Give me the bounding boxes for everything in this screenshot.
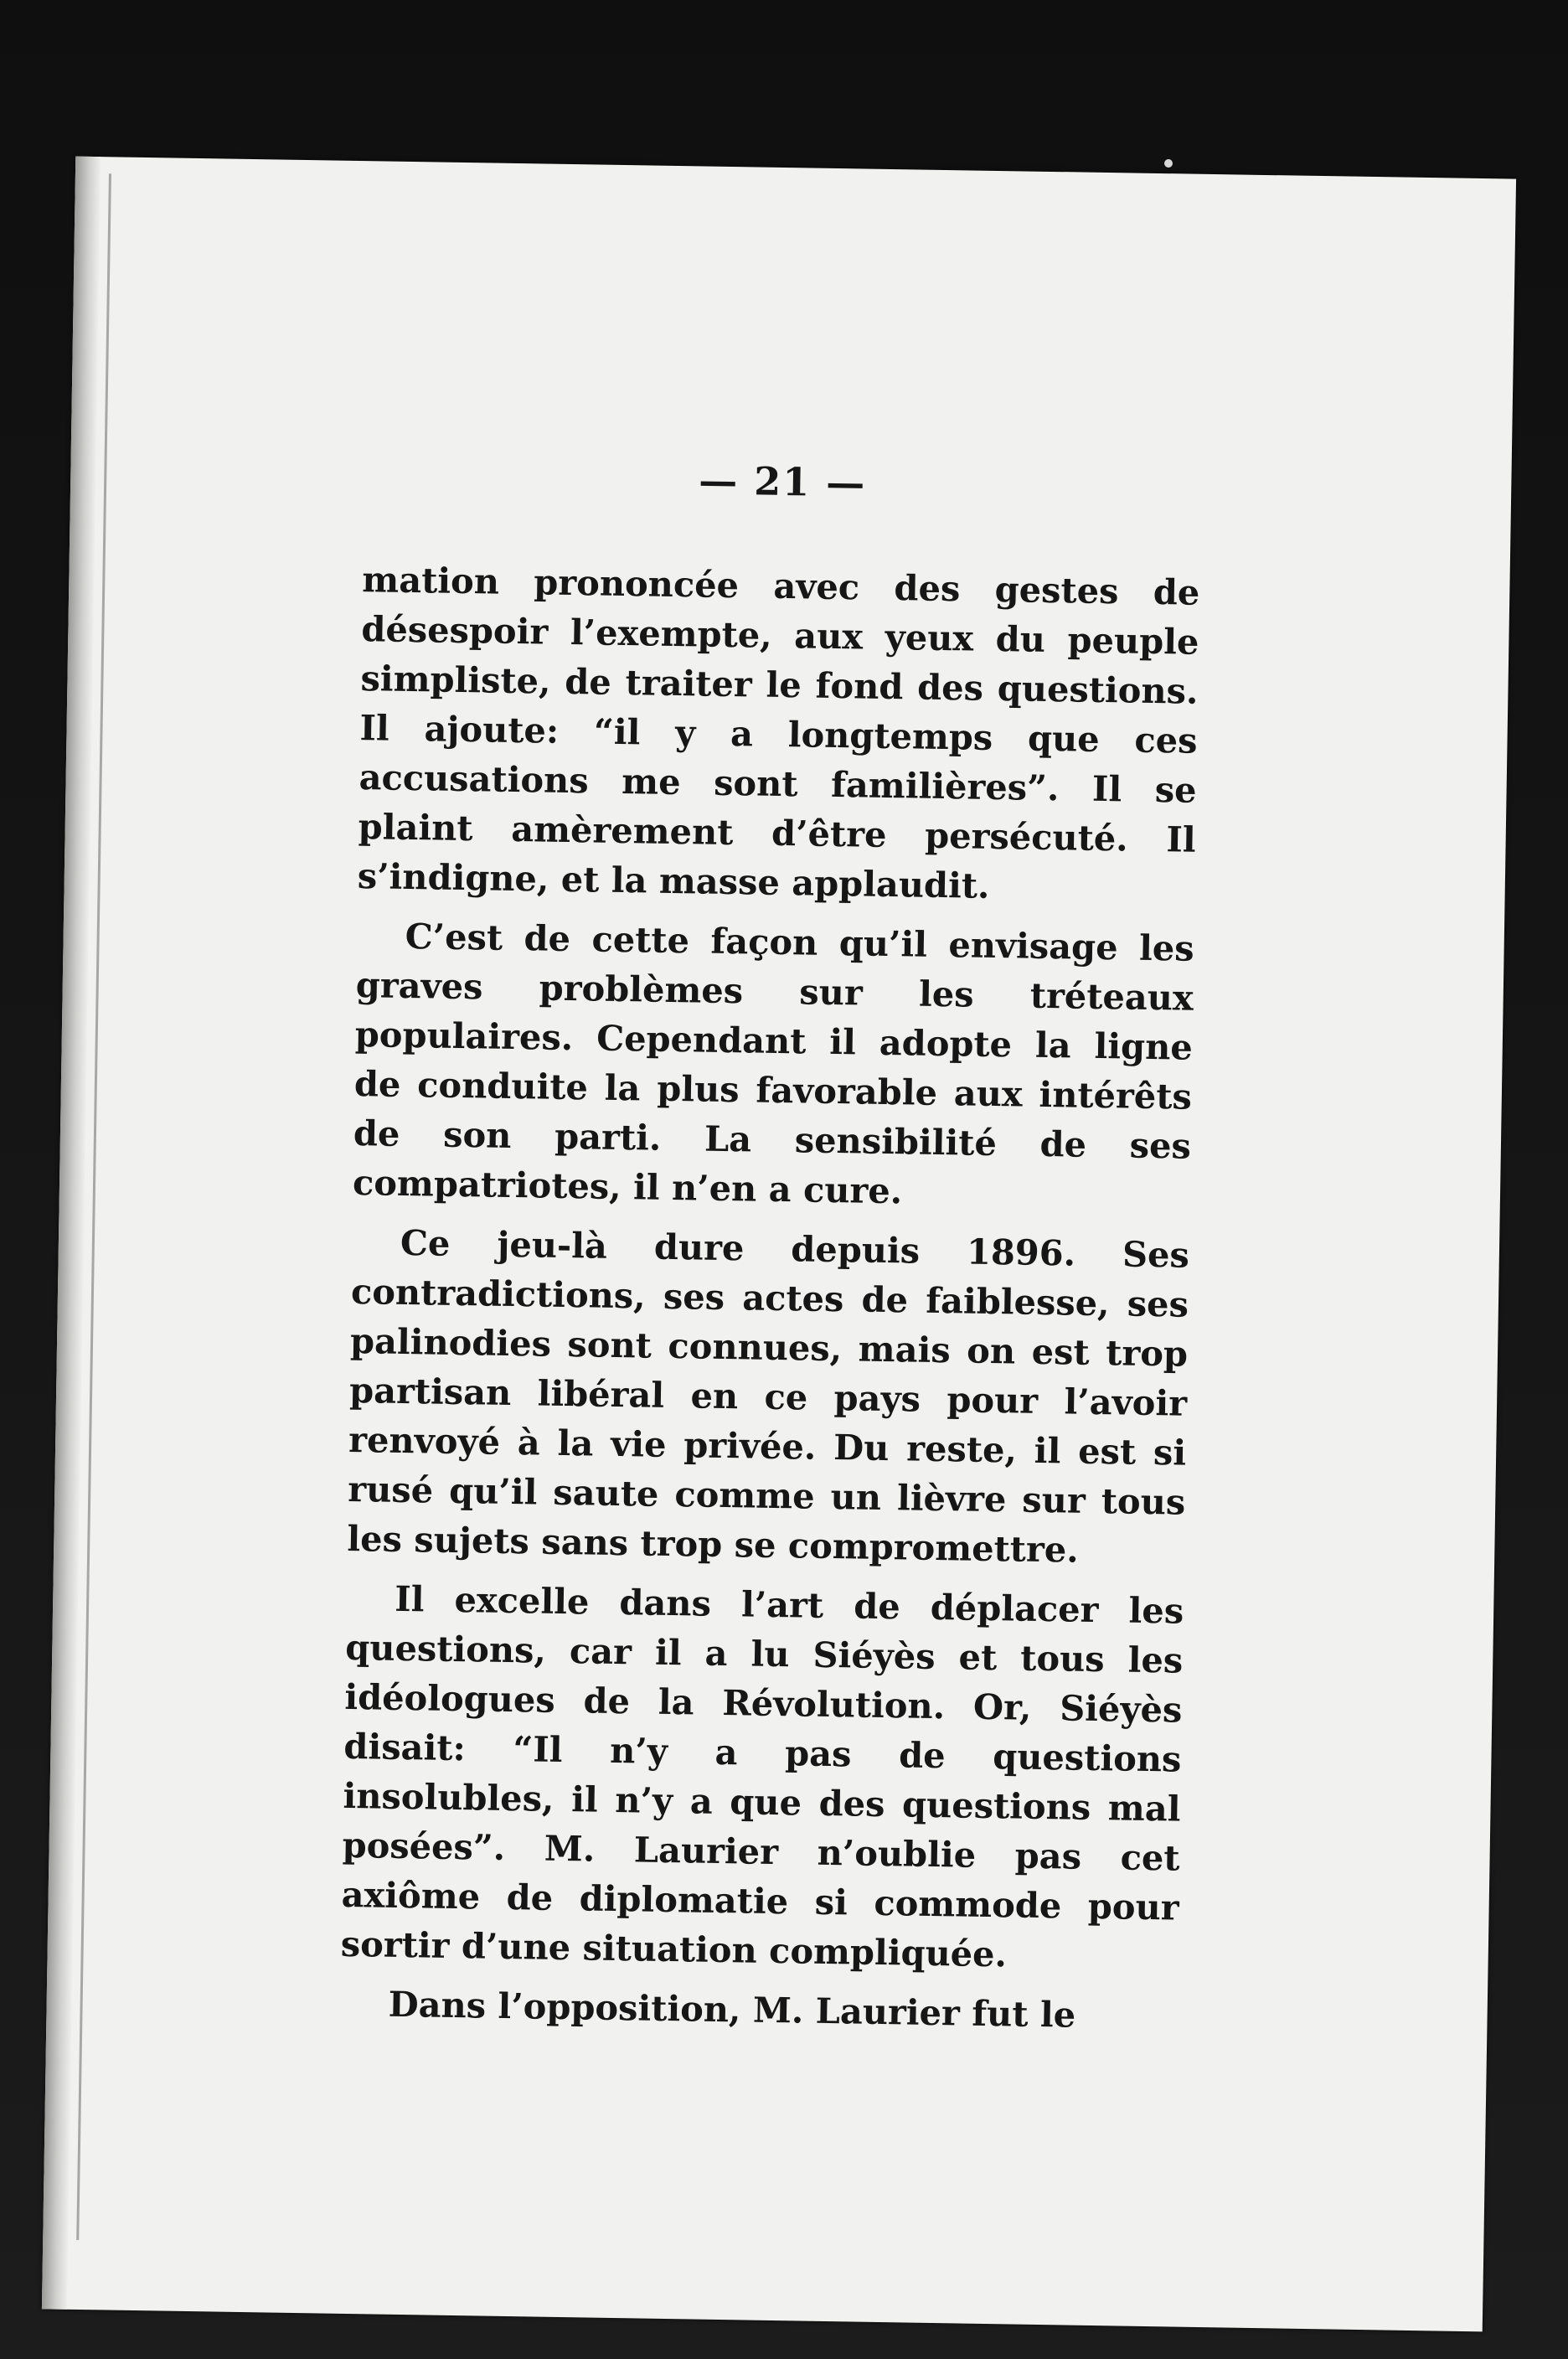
paragraph-2: C’est de cette façon qu’il envisage les graves problèmes sur les tréteaux populaires. Cependant il adopte la ligne de conduite la plus favorable aux intérêts de son parti. La sensibilité de ses compatriotes, il n’en a cure. bbox=[352, 915, 1194, 1212]
body-text bbox=[339, 555, 1200, 2051]
page-number: — 21 — bbox=[698, 457, 867, 506]
paragraph-4: Il excelle dans l’art de déplacer les questions, car il a lu Siéyès et tous les idéologues de la Révolution. Or, Siéyès disait: “Il n’y a pas de questions insolubles, il n’y a que des questions mal posées”. M. Laurier n’oublie pas cet axiôme de diplomatie si commode pour sortir d’une situation compliquée. bbox=[340, 1577, 1184, 1975]
book-page bbox=[42, 157, 1516, 2332]
paragraph-3: Ce jeu-là dure depuis 1896. Ses contradictions, ses actes de faiblesse, ses palinodies sont connues, mais on est trop partisan libéral en ce pays pour l’avoir renvoyé à la vie privée. Du reste, il est si rusé qu’il saute comme un lièvre sur tous les sujets sans trop se compromettre. bbox=[347, 1221, 1190, 1571]
paragraph-1: mation prononcée avec des gestes de désespoir l’exempte, aux yeux du peuple simpliste, de traiter le fond des questions. Il ajoute: “il y a longtemps que ces accusations me sont familières”. Il se plaint amèrement d’être persécuté. Il s’indigne, et la masse applaudit. bbox=[357, 559, 1200, 906]
text-block bbox=[340, 161, 1206, 2036]
paragraph-5: Dans l’opposition, M. Laurier fut le bbox=[388, 1983, 1076, 2036]
dust-speck bbox=[1164, 159, 1173, 168]
